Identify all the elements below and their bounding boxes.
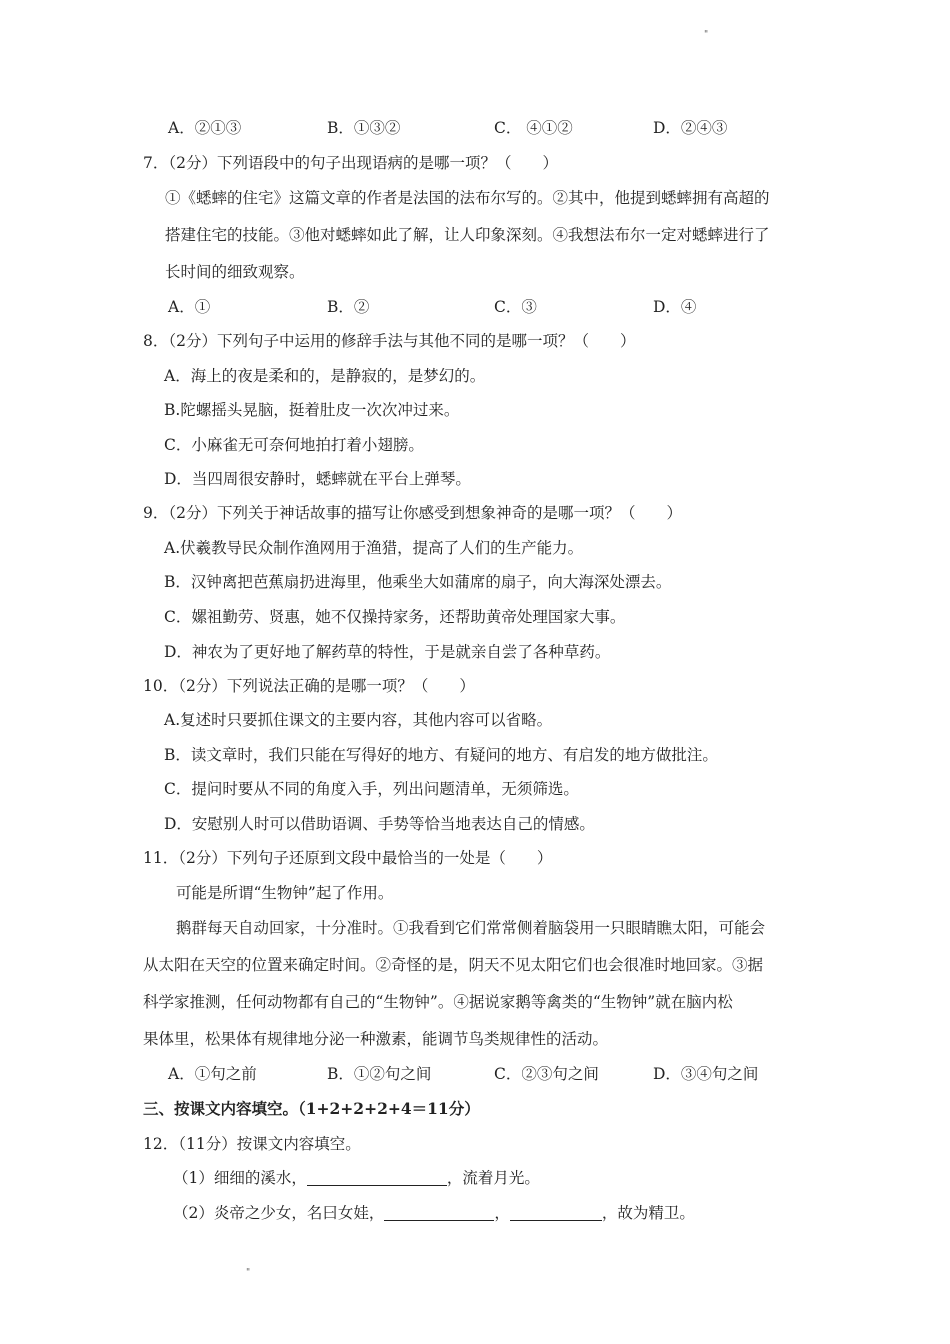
q12-item-2-suffix: ，故为精卫。 (601, 1204, 695, 1222)
q11-passage-line-3: 科学家推测，任何动物都有自己的“生物钟”。④据说家鹅等禽类的“生物钟”就在脑内松 (143, 993, 733, 1011)
q11-passage-line-1: 鹅群每天自动回家，十分准时。①我看到它们常常侧着脑袋用一只眼睛瞧太阳，可能会 (176, 919, 766, 937)
q9-option-d: D．神农为了更好地了解药草的特性，于是就亲自尝了各种草药。 (164, 643, 611, 661)
q11-option-b: B．①②句之间 (327, 1065, 432, 1083)
q9-stem: 9．（2分）下列关于神话故事的描写让你感受到想象神奇的是哪一项？（ ） (143, 504, 682, 522)
q7-passage-line-1: ①《蟋蟀的住宅》这篇文章的作者是法国的法布尔写的。②其中，他提到蟋蟀拥有高超的 (165, 189, 770, 207)
q6-option-d: D．②④③ (653, 119, 728, 137)
q8-stem: 8．（2分）下列句子中运用的修辞手法与其他不同的是哪一项？（ ） (143, 332, 636, 350)
q7-option-d: D．④ (653, 298, 697, 316)
q10-option-c: C．提问时要从不同的角度入手，列出问题清单，无须筛选。 (164, 780, 579, 798)
q10-option-d: D．安慰别人时可以借助语调、手势等恰当地表达自己的情感。 (164, 815, 595, 833)
q6-option-a: A．②①③ (168, 119, 242, 137)
q12-item-2 (173, 1203, 695, 1223)
q8-option-b: B.陀螺摇头晃脑，挺着肚皮一次次冲过来。 (164, 401, 460, 419)
page-mark-top: " (704, 30, 709, 40)
q7-option-a: A．① (168, 298, 211, 316)
q12-item-1-suffix: ，流着月光。 (446, 1169, 540, 1187)
q7-option-c: C．③ (494, 298, 537, 316)
q8-option-d: D．当四周很安静时，蟋蟀就在平台上弹琴。 (164, 470, 471, 488)
q10-option-a: A.复述时只要抓住课文的主要内容，其他内容可以省略。 (164, 711, 553, 729)
q11-option-d: D．③④句之间 (653, 1065, 759, 1083)
q7-option-b: B．② (327, 298, 370, 316)
q8-option-a: A．海上的夜是柔和的，是静寂的，是梦幻的。 (164, 367, 486, 385)
q12-blank-3[interactable] (510, 1204, 602, 1221)
q12-item-1-prefix: （1）细细的溪水， (173, 1169, 307, 1187)
q8-option-c: C．小麻雀无可奈何地拍打着小翅膀。 (164, 436, 424, 454)
q12-item-2-middle: ， (494, 1204, 510, 1222)
q10-option-b: B．读文章时，我们只能在写得好的地方、有疑问的地方、有启发的地方做批注。 (164, 746, 718, 764)
q11-passage-line-4: 果体里，松果体有规律地分泌一种激素，能调节鸟类规律性的活动。 (143, 1030, 609, 1048)
q9-option-b: B．汉钟离把芭蕉扇扔进海里，他乘坐大如蒲席的扇子，向大海深处漂去。 (164, 573, 672, 591)
q11-option-c: C．②③句之间 (494, 1065, 599, 1083)
q7-passage-line-2: 搭建住宅的技能。③他对蟋蟀如此了解，让人印象深刻。④我想法布尔一定对蟋蟀进行了 (165, 226, 770, 244)
q6-option-b: B．①③② (327, 119, 401, 137)
q9-option-a: A.伏羲教导民众制作渔网用于渔猎，提高了人们的生产能力。 (164, 539, 584, 557)
q9-option-c: C．嫘祖勤劳、贤惠，她不仅操持家务，还帮助黄帝处理国家大事。 (164, 608, 626, 626)
q12-blank-2[interactable] (384, 1204, 494, 1221)
q12-item-1 (173, 1168, 540, 1188)
q10-stem: 10．（2分）下列说法正确的是哪一项？（ ） (143, 677, 475, 695)
q11-passage-line-2: 从太阳在天空的位置来确定时间。②奇怪的是，阴天不见太阳它们也会很准时地回家。③据 (143, 956, 764, 974)
q12-blank-1[interactable] (307, 1169, 447, 1186)
q12-item-2-prefix: （2）炎帝之少女，名曰女娃， (173, 1204, 385, 1222)
section-3-title: 三、按课文内容填空。（1+2+2+2+4＝11分） (143, 1099, 480, 1118)
q12-stem: 12．（11分）按课文内容填空。 (143, 1135, 361, 1153)
page-mark-bottom: " (246, 1268, 251, 1278)
q7-stem: 7．（2分）下列语段中的句子出现语病的是哪一项？（ ） (143, 154, 558, 172)
q11-option-a: A．①句之前 (168, 1065, 257, 1083)
q6-option-c: C． ④①② (494, 119, 573, 137)
q11-stem: 11．（2分）下列句子还原到文段中最恰当的一处是（ ） (143, 849, 553, 867)
q11-sentence: 可能是所谓“生物钟”起了作用。 (176, 884, 394, 902)
q7-passage-line-3: 长时间的细致观察。 (165, 263, 305, 281)
